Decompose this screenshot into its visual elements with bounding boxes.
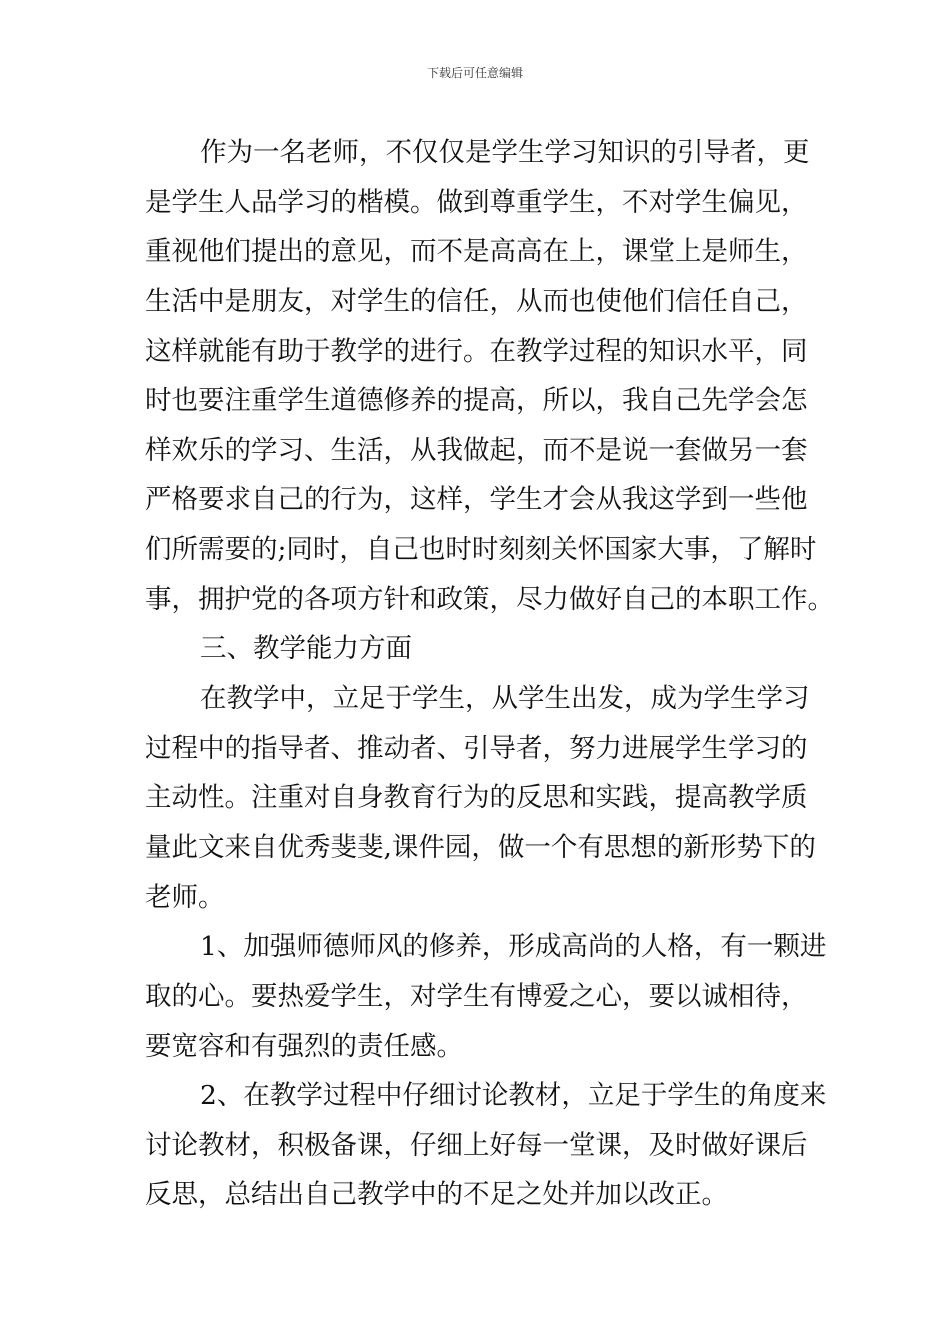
text-line: 严格要求自己的行为，这样，学生才会从我这学到一些他 — [145, 484, 808, 516]
paragraph — [145, 922, 827, 1071]
text-line: 讨论教材，积极备课，仔细上好每一堂课，及时做好课后 — [145, 1129, 808, 1161]
paragraph — [145, 674, 815, 922]
text-line: 三、教学能力方面 — [200, 633, 412, 665]
page-header: 下载后可任意编辑 — [426, 66, 523, 80]
text-line: 反思，总结出自己教学中的不足之处并加以改正。 — [145, 1179, 728, 1211]
text-line: 们所需要的;同时，自己也时时刻刻关怀国家大事，了解时 — [145, 534, 817, 566]
paragraph — [145, 624, 815, 674]
text-line: 这样就能有助于教学的进行。在教学过程的知识水平，同 — [145, 335, 808, 367]
text-line: 1、加强师德师风的修养，形成高尚的人格，有一颗进 — [200, 931, 827, 963]
text-line: 样欢乐的学习、生活，从我做起，而不是说一套做另一套 — [145, 434, 808, 466]
text-line: 作为一名老师，不仅仅是学生学习知识的引导者，更 — [200, 137, 810, 168]
text-line: 要宽容和有强烈的责任感。 — [145, 1030, 463, 1062]
text-line: 生活中是朋友，对学生的信任，从而也使他们信任自己， — [145, 285, 808, 317]
text-line: 时也要注重学生道德修养的提高，所以，我自己先学会怎 — [145, 385, 808, 417]
text-line: 在教学中，立足于学生，从学生出发，成为学生学习 — [200, 683, 810, 715]
paragraph — [145, 128, 834, 624]
text-line: 是学生人品学习的楷模。做到尊重学生，不对学生偏见， — [145, 186, 808, 218]
text-line: 取的心。要热爱学生，对学生有博爱之心，要以诚相待， — [145, 980, 808, 1012]
text-line: 量此文来自优秀斐斐,课件园，做一个有思想的新形势下的 — [145, 831, 816, 863]
text-line: 2、在教学过程中仔细讨论教材，立足于学生的角度来 — [200, 1080, 827, 1112]
text-line: 过程中的指导者、推动者、引导者，努力进展学生学习的 — [145, 732, 808, 764]
text-line: 事，拥护党的各项方针和政策，尽力做好自己的本职工作。 — [145, 583, 834, 615]
text-line: 主动性。注重对自身教育行为的反思和实践，提高教学质 — [145, 782, 808, 814]
text-line: 重视他们提出的意见，而不是高高在上，课堂上是师生， — [145, 236, 808, 268]
paragraph — [145, 1071, 827, 1220]
text-line: 老师。 — [145, 881, 225, 913]
document-body — [145, 128, 834, 1220]
